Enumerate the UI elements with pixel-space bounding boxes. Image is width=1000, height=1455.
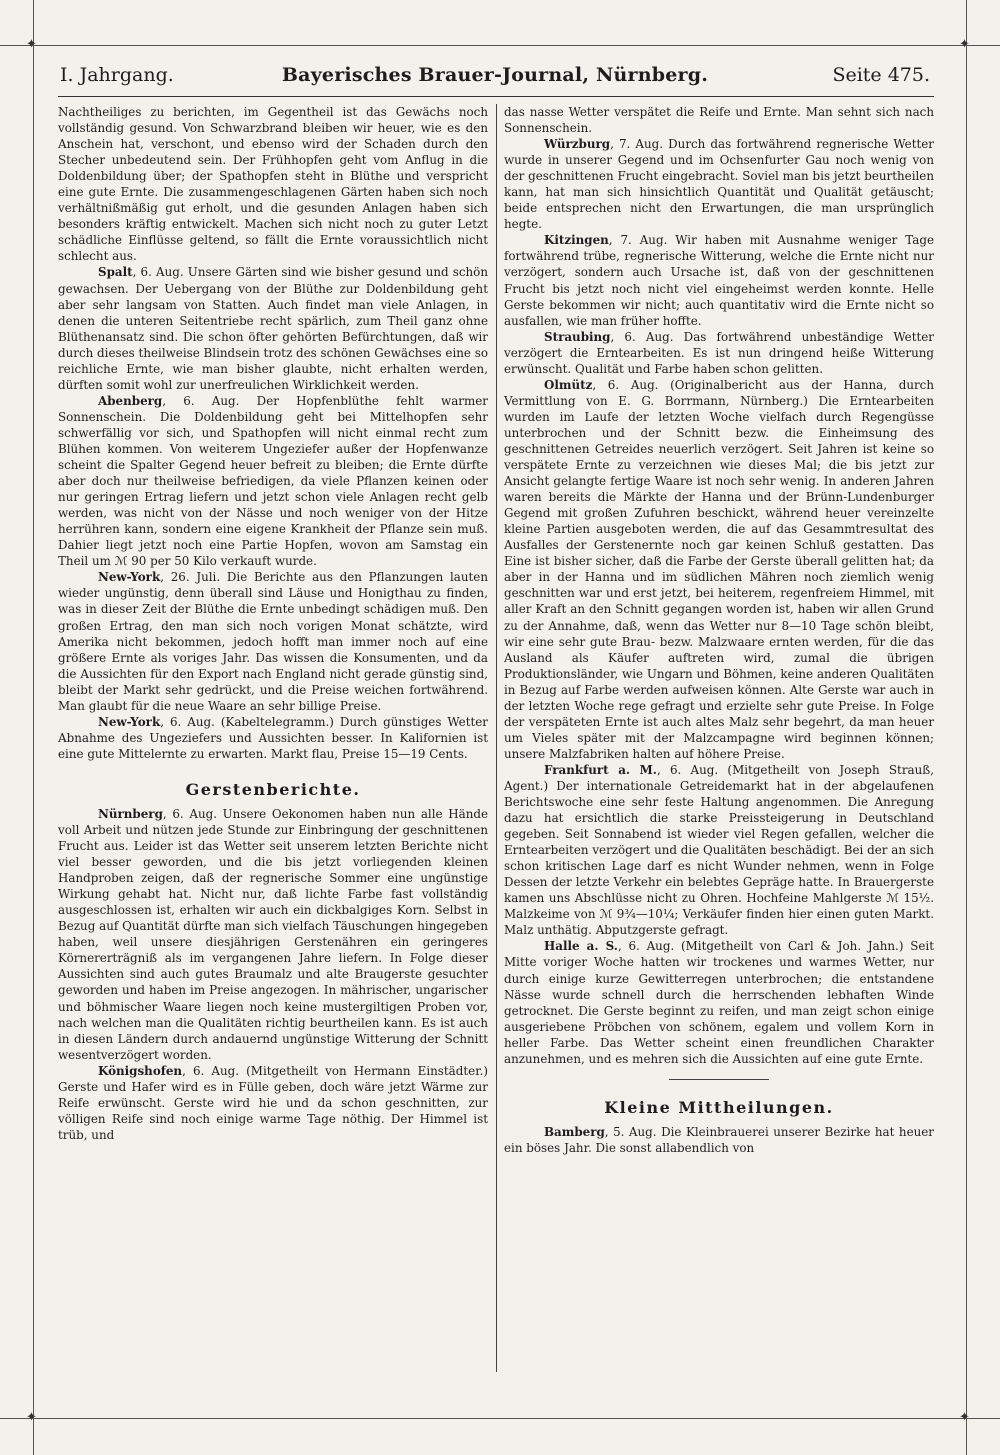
report-new-york-1: New-York, 26. Juli. Die Berichte aus den Pflanzungen lauten wieder ungünstig, denn überall sind Läuse und Honigthau zu finden, was in dieser Zeit der Blüthe die Ernte unbedingt schädigen muß. Den großen Ertrag, den man sich noch vorigen Monat schätzte, wird Amerika nicht bekommen, jedoch hofft man immer noch auf eine größere Ernte als voriges Jahr. Das wissen die Konsumenten, und da die Aussichten für den Export nach England nicht gerade günstig sind, bleibt der Markt sehr gedrückt, und die Preise weichen fortwährend. Man glaubt für die neue Waare an sehr billige Preise. bbox=[58, 570, 488, 713]
corner-ornament-bottom-right: ✦ bbox=[959, 1410, 970, 1425]
paragraph: das nasse Wetter verspätet die Reife und Ernte. Man sehnt sich nach Sonnenschein. bbox=[504, 105, 934, 136]
place-name: Spalt bbox=[98, 265, 133, 280]
place-name: Frankfurt a. M. bbox=[544, 762, 657, 777]
journal-title: Bayerisches Brauer-Journal, Nürnberg. bbox=[281, 64, 709, 86]
volume-label: I. Jahrgang. bbox=[60, 64, 174, 86]
report-koenigshofen: Königshofen, 6. Aug. (Mitgetheilt von Hermann Einstädter.) Gerste und Hafer wird es in Fülle geben, doch wäre jetzt Wärme zur Reife erwünscht. Gerste wird hie und da schon geschnitten, zur völligen Reife sind noch einige warme Tage nöthig. Der Himmel ist trüb, und bbox=[58, 1063, 488, 1142]
place-name: Straubing bbox=[544, 329, 611, 344]
right-trim-line bbox=[966, 0, 967, 1455]
report-bamberg: Bamberg, 5. Aug. Die Kleinbrauerei unserer Bezirke hat heuer ein böses Jahr. Die sonst allabendlich von bbox=[504, 1124, 934, 1155]
running-header bbox=[60, 62, 930, 92]
corner-ornament-top-right: ✦ bbox=[959, 37, 970, 52]
page-number: Seite 475. bbox=[832, 64, 930, 86]
section-title-gerstenberichte: Gerstenberichte. bbox=[185, 779, 361, 799]
left-trim-line bbox=[33, 0, 34, 1455]
section-separator bbox=[669, 1079, 769, 1080]
place-name: Würzburg bbox=[544, 137, 611, 152]
corner-ornament-top-left: ✦ bbox=[26, 37, 37, 52]
place-name: Nürnberg bbox=[98, 806, 163, 821]
top-trim-line bbox=[0, 45, 1000, 46]
right-column bbox=[504, 104, 934, 1156]
report-new-york-2: New-York, 6. Aug. (Kabeltelegramm.) Durch günstiges Wetter Abnahme des Ungeziefers und Aussichten besser. In Kalifornien ist eine gute Mittelernte zu erwarten. Markt flau, Preise 15—19 Cents. bbox=[58, 714, 488, 761]
report-frankfurt: Frankfurt a. M., 6. Aug. (Mitgetheilt von Joseph Strauß, Agent.) Der internationale Getreidemarkt hat in der abgelaufenen Berichtswoche eine sehr feste Haltung angenommen. Die Anregung dazu hat ersichtlich die starke Preissteigerung in Deutschland gegeben. Seit Sonnabend ist wieder viel Regen gefallen, welcher die Erntearbeiten verzögert und die Qualitäten beschädigt. Bei der an sich schon kritischen Lage darf es nicht Wunder nehmen, wenn in Folge Dessen der letzte Verkehr ein belebtes Gepräge hatte. In Brauergerste kamen uns Abschlüsse nicht zu Ohren. Hochfeine Mahlgerste ℳ 15½. Malzkeime von ℳ 9¾—10¼; Verkäufer finden hier einen guten Markt. Malz unthätig. Abputzgerste gefragt. bbox=[504, 762, 934, 938]
paragraph: Nachtheiliges zu berichten, im Gegentheil ist das Gewächs noch vollständig gesund. Von Schwarzbrand bleiben wir heuer, wie es den Anschein hat, verschont, und ebenso wird der Schaden durch den Stecher unbedeutend sein. Der Frühhopfen geht vom Anflug in die Doldenbildung über; der Spathopfen steht in Blüthe und verspricht eine gute Ernte. Die zusammengeschlagenen Gärten haben sich noch verhältnißmäßig gut erholt, und die gesunden Anlagen haben sich besonders kräftig entwickelt. Machen sich nicht noch zu guter Letzt schädliche Einflüsse geltend, so fällt die Ernte voraussichtlich nicht schlecht aus. bbox=[58, 105, 488, 264]
place-name: New-York bbox=[98, 570, 161, 585]
place-name: Halle a. S. bbox=[544, 939, 618, 954]
section-title-kleine-mittheilungen: Kleine Mittheilungen. bbox=[604, 1097, 834, 1117]
report-spalt: Spalt, 6. Aug. Unsere Gärten sind wie bisher gesund und schön gewachsen. Der Uebergang von der Blüthe zur Doldenbildung geht aber sehr langsam von Statten. Auch findet man viele Anlagen, in denen die unteren Seitentriebe recht spärlich, zum Theil ganz ohne Blüthenansatz sind. Die schon öfter gehörten Befürchtungen, daß wir durch dieses theilweise Blindsein trotz des schönen Gewächses eine so reichliche Ernte, wie man bisher glaubte, nicht erhalten werden, dürften somit wohl zur unerfreulichen Wirklichkeit werden. bbox=[58, 265, 488, 392]
place-name: Abenberg bbox=[98, 393, 163, 408]
place-name: Kitzingen bbox=[544, 233, 609, 248]
report-straubing: Straubing, 6. Aug. Das fortwährend unbeständige Wetter verzögert die Erntearbeiten. Es ist nun dringend heiße Witterung erwünscht. Qualität und Farbe haben schon gelitten. bbox=[504, 329, 934, 376]
place-name: Olmütz bbox=[544, 377, 593, 392]
column-divider bbox=[496, 104, 497, 1372]
header-rule bbox=[58, 96, 934, 97]
report-olmuetz: Olmütz, 6. Aug. (Originalbericht aus der Hanna, durch Vermittlung von E. G. Borrmann, Nürnberg.) Die Erntearbeiten wurden im Laufe der letzten Woche vielfach durch Regengüsse unterbrochen und der Schnitt bezw. die Einheimsung des geschnittenen Getreides neuerlich verzögert. Seit Jahren ist keine so verspätete Ernte zu verzeichnen wie dieses Mal; die bis jetzt zur Ansicht gelangte fertige Waare ist noch sehr wenig. In anderen Jahren waren bereits die Märkte der Hanna und der Brünn-Lundenburger Gegend mit großen Zufuhren beschickt, während heuer vereinzelte kleine Partien ausgeboten werden, die auf das Gesammtresultat des Ausfalles der Gerstenernte noch gar keinen Schluß gestatten. Das Eine ist bisher sicher, daß die Farbe der Gerste überall gelitten hat; da aber in der Hanna und im südlichen Mähren noch ziemlich wenig geschnitten war und erst jetzt, bei heiterem, regenfreiem Himmel, mit aller Kraft an den Schnitt gegangen worden ist, haben wir allen Grund zu der Annahme, daß, wenn das Wetter nur 8—10 Tage schön bleibt, wir eine sehr gute Brau- bezw. Malzwaare ernten werden, für die das Ausland als Käufer auftreten wird, zumal die übrigen Produktionsländer, wie Ungarn und Böhmen, keine anderen Qualitäten in Bezug auf Farbe werden aufweisen können. Alte Gerste war auch in der letzten Woche rege gefragt und erzielte sehr gute Preise. In Folge der verspäteten Ernte ist auch altes Malz sehr begehrt, da man heuer um Vieles später mit der Malzcampagne wird beginnen können; unsere Malzfabriken halten auf höhere Preise. bbox=[504, 377, 934, 761]
bottom-trim-line bbox=[0, 1418, 1000, 1419]
place-name: Bamberg bbox=[544, 1124, 605, 1139]
report-abenberg: Abenberg, 6. Aug. Der Hopfenblüthe fehlt warmer Sonnenschein. Die Doldenbildung geht bei Mittelhopfen sehr schwerfällig vor sich, und Spathopfen will nicht einmal recht zum Blühen kommen. Von weiterem Ungeziefer außer der Hopfenwanze scheint die Spalter Gegend heuer befreit zu bleiben; die Ernte dürfte aber doch nur theilweise befriedigen, da viele Pflanzen keinen oder nur geringen Ertrag liefern und jetzt schon viele Anlagen recht gelb werden, was nicht von der Nässe und noch weniger von der Hitze herrühren kann, sondern eine eigene Krankheit der Pflanze sein muß. Dahier liegt jetzt noch eine Partie Hopfen, wovon am Samstag ein Theil um ℳ 90 per 50 Kilo verkauft wurde. bbox=[58, 393, 488, 569]
corner-ornament-bottom-left: ✦ bbox=[26, 1410, 37, 1425]
place-name: Königshofen bbox=[98, 1063, 183, 1078]
report-kitzingen: Kitzingen, 7. Aug. Wir haben mit Ausnahme weniger Tage fortwährend trübe, regnerische Witterung, welche die Ernte nicht nur verzögert, sondern auch Ursache ist, daß von der geschnittenen Frucht bis jetzt noch nicht viel eingeheimst werden konnte. Helle Gerste bekommen wir nicht; auch quantitativ wird die Ernte nicht so ausfallen, wie man früher hoffte. bbox=[504, 233, 934, 328]
report-nuernberg: Nürnberg, 6. Aug. Unsere Oekonomen haben nun alle Hände voll Arbeit und nützen jede Stunde zur Einbringung der geschnittenen Frucht aus. Leider ist das Wetter seit unserem letzten Berichte nicht viel besser geworden, und die bis jetzt vorliegenden kleinen Handproben zeigen, daß der regnerische Sommer eine ungünstige Wirkung gehabt hat. Nicht nur, daß lichte Farbe fast vollständig ausgeschlossen ist, erhalten wir auch ein dickbalgiges Korn. Selbst in Bezug auf Quantität dürfte man sich vielfach Täuschungen hingegeben haben, weil unsere diesjährigen Gerstenähren ein geringeres Körnererträgniß als im vergangenen Jahre liefern. In Folge dieser Aussichten sind auch gutes Braumalz und alte Braugerste gesuchter geworden und haben im Preise angezogen. In mährischer, ungarischer und böhmischer Waare liegen noch keine mustergiltigen Proben vor, nach welchen man die Qualitäten richtig beurtheilen kann. Es ist auch in diesen Ländern durch andauernd ungünstige Witterung der Schnitt wesentverzögert worden. bbox=[58, 806, 488, 1062]
left-column bbox=[58, 104, 488, 1143]
place-name: New-York bbox=[98, 714, 161, 729]
report-wuerzburg: Würzburg, 7. Aug. Durch das fortwährend regnerische Wetter wurde in unserer Gegend und im Ochsenfurter Gau noch wenig von der geschnittenen Frucht eingebracht. Soviel man bis jetzt beurtheilen kann, hat man sich hinsichtlich Quantität und Qualität getäuscht; beide entsprechen nicht den Erwartungen, die man ursprünglich hegte. bbox=[504, 137, 934, 232]
report-halle: Halle a. S., 6. Aug. (Mitgetheilt von Carl & Joh. Jahn.) Seit Mitte voriger Woche hatten wir trockenes und warmes Wetter, nur durch einige kurze Gewitterregen unterbrochen; die entstandene Nässe wurde schnell durch die herrschenden lebhaften Winde getrocknet. Die Gerste beginnt zu reifen, und man zeigt schon einige ausgeriebene Pröbchen von schönem, egalem und vollem Korn in heller Farbe. Das Wetter scheint einen freundlichen Charakter anzunehmen, und es mehren sich die Aussichten auf eine gute Ernte. bbox=[504, 939, 934, 1066]
